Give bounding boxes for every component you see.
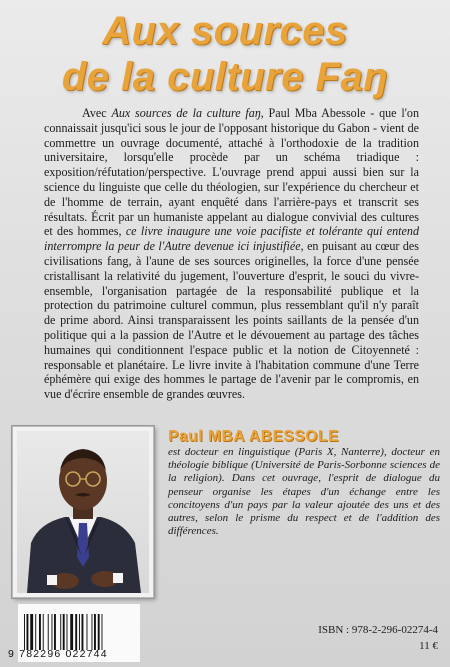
book-title-line-2: de la culture Faŋ <box>61 55 389 99</box>
description-text: Avec <box>82 106 112 120</box>
description-text: , Paul Mba Abessole - que l'on connaissait jusqu'ici sous le jour de l'opposant historique du Gabon - vient de commettre un ouvrage documenté, attaché à l'orthodoxie de la tradition universitaire, lorsqu'elle procède par un schéma triadique : exposition/réfutation/perspective. L'ouvrage prend appui aussi bien sur la science du linguiste que celle du théologien, sur l'expérience du chercheur et de l'homme de terrain, ayant enquêté dans l'arrière-pays et transcrit ses résultats. Écrit par un humaniste appelant au dialogue convivial des cultures et des hommes, <box>44 106 419 239</box>
price: 11 € <box>419 640 438 652</box>
description-text: , en puisant au cœur des civilisations fang, à l'aune de ses sources originelles, la force d'une pensée cristallisant la relativité du jugement, l'ouverture d'esprit, le souci du vivre-ensemble, l'organisation partagée de la responsabilité publique et la protection du patrimoine culturel commun, plus ressemblant qu'il n'y paraît de prime abord. Ainsi transparaissent les points saillants de la pensée d'un politique qui a la passion de l'Autre et le dévouement au partage des tâches humaines qui conditionnent l'espace public et la notion de Citoyenneté : responsable et planétaire. Le livre invite à l'habitation commune d'une Terre éphémère qui exige des hommes le partage de l'avenir par le compromis, en vue d'écrire ensemble de grandes œuvres. <box>44 239 419 402</box>
back-cover-description <box>44 106 419 402</box>
author-portrait-image <box>17 431 149 593</box>
description-book-title: Aux sources de la culture faŋ <box>111 106 261 120</box>
author-photo <box>12 426 154 598</box>
barcode-digits: 9 782296 022744 <box>8 648 108 660</box>
author-bio: est docteur en linguistique (Paris X, Nanterre), docteur en théologie biblique (Université de Paris-Sorbonne sciences de la religion). Dans cet ouvrage, l'esprit de dialogue du penseur organise les étapes d'un échange entre les concitoyens d'un pays par la valeur ajoutée des uns et des autres, selon le prisme du respect et de l'addition des différences. <box>168 446 440 538</box>
description-emphasis: ce livre inaugure une voie pacifiste et tolérante qui entend interrompre la peur de l'Autre devenue ici injustifiée <box>44 224 419 254</box>
isbn: ISBN : 978-2-296-02274-4 <box>318 624 438 636</box>
book-title-line-1: Aux sources <box>102 9 348 53</box>
author-name: Paul MBA ABESSOLE <box>168 428 339 445</box>
